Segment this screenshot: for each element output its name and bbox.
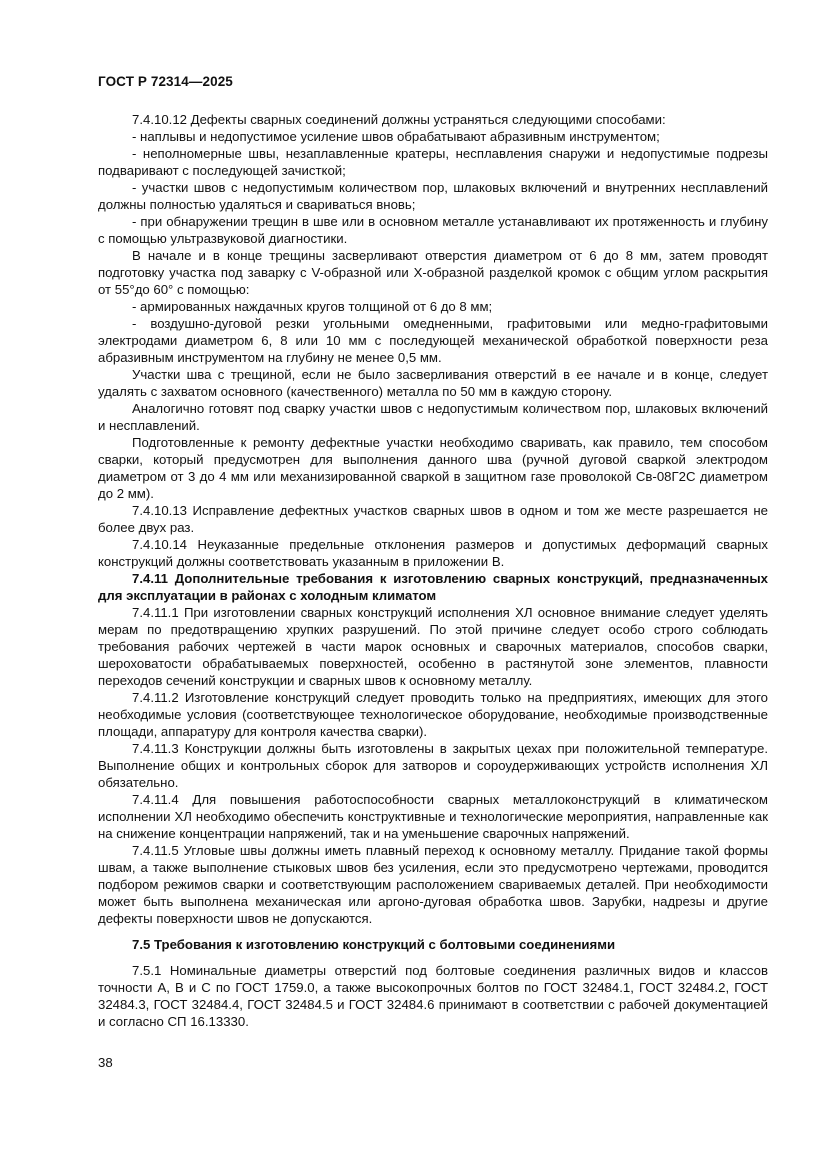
paragraph-7-5-1: 7.5.1 Номинальные диаметры отверстий под болтовые соединения различных видов и классов точности А, В и С по ГОСТ 1759.0, а также высокопрочных болтов по ГОСТ 32484.1, ГОСТ 32484.2, ГОСТ 32484.3, ГОСТ 32484.4, ГОСТ 32484.5 и ГОСТ 32484.6 принимают в соответствии с рабочей документацией и согласно СП 16.13330.: [98, 963, 768, 1029]
paragraph-7-4-10-13: 7.4.10.13 Исправление дефектных участков сварных швов в одном и том же месте разрешается не более двух раз.: [98, 503, 768, 535]
list-item: - воздушно-дуговой резки угольными омедненными, графитовыми или медно-графитовыми электродами диаметром 6, 8 или 10 мм с последующей механической обработкой поверхности реза абразивным инструментом на глубину не менее 0,5 мм.: [98, 316, 768, 365]
paragraph-7-4-10-14: 7.4.10.14 Неуказанные предельные отклонения размеров и допустимых деформаций сварных конструкций должны соответствовать указанным в приложении В.: [98, 537, 768, 569]
document-body: [98, 111, 768, 1030]
paragraph: Подготовленные к ремонту дефектные участки необходимо сваривать, как правило, тем способом сварки, который предусмотрен для выполнения данного шва (ручной дуговой сваркой электродом диаметром от 3 до 4 мм или механизированной сваркой в защитном газе проволокой Св-08Г2С диаметром до 2 мм).: [98, 435, 768, 501]
page-number: 38: [98, 1055, 113, 1070]
paragraph-7-4-11-2: 7.4.11.2 Изготовление конструкций следует проводить только на предприятиях, имеющих для этого необходимые условия (соответствующее технологическое оборудование, необходимые производственные площади, аппаратуру для контроля качества сварки).: [98, 690, 768, 739]
section-heading-7-4-11: 7.4.11 Дополнительные требования к изготовлению сварных конструкций, предназначенных для эксплуатации в районах с холодным климатом: [98, 571, 768, 603]
list-item: - неполномерные швы, незаплавленные кратеры, несплавления снаружи и недопустимые подрезы подваривают с последующей зачисткой;: [98, 146, 768, 178]
section-heading-7-5: 7.5 Требования к изготовлению конструкций с болтовыми соединениями: [132, 937, 616, 952]
list-item: - наплывы и недопустимое усиление швов обрабатывают абразивным инструментом;: [132, 129, 660, 144]
document-header: ГОСТ Р 72314—2025: [98, 74, 233, 89]
paragraph-7-4-11-3: 7.4.11.3 Конструкции должны быть изготовлены в закрытых цехах при положительной температуре. Выполнение общих и контрольных сборок для затворов и сороудерживающих устройств исполнения ХЛ обязательно.: [98, 741, 768, 790]
paragraph-7-4-11-4: 7.4.11.4 Для повышения работоспособности сварных металлоконструкций в климатическом исполнении ХЛ необходимо обеспечить конструктивные и технологические мероприятия, направленные как на снижение концентрации напряжений, так и на уменьшение сварочных напряжений.: [98, 792, 768, 841]
paragraph: В начале и в конце трещины засверливают отверстия диаметром от 6 до 8 мм, затем проводят подготовку участка под заварку с V-образной или Х-образной разделкой кромок с общим углом раскрытия от 55°до 60° с помощью:: [98, 248, 768, 297]
paragraph: Аналогично готовят под сварку участки швов с недопустимым количеством пор, шлаковых включений и несплавлений.: [98, 401, 768, 433]
paragraph-7-4-11-1: 7.4.11.1 При изготовлении сварных конструкций исполнения ХЛ основное внимание следует уделять мерам по предотвращению хрупких разрушений. По этой причине следует особо строго соблюдать требования рабочих чертежей в части марок основных и сварочных материалов, способов сварки, шероховатости обрабатываемых поверхностей, особенно в растянутой зоне элементов, плавности переходов сечений конструкции и сварных швов к основному металлу.: [98, 605, 768, 688]
paragraph-7-4-11-5: 7.4.11.5 Угловые швы должны иметь плавный переход к основному металлу. Придание такой формы швам, а также выполнение стыковых швов без усиления, если это предусмотрено чертежами, проводится подбором режимов сварки и соответствующим расположением свариваемых деталей. При необходимости может быть выполнена механическая или аргоно-дуговая обработка швов. Зарубки, надрезы и другие дефекты поверхности швов не допускаются.: [98, 843, 768, 926]
list-item: - при обнаружении трещин в шве или в основном металле устанавливают их протяженность и глубину с помощью ультразвуковой диагностики.: [98, 214, 768, 246]
list-item: - участки швов с недопустимым количеством пор, шлаковых включений и внутренних несплавлений должны полностью удаляться и свариваться вновь;: [98, 180, 768, 212]
paragraph-7-4-10-12: 7.4.10.12 Дефекты сварных соединений должны устраняться следующими способами:: [132, 112, 666, 127]
list-item: - армированных наждачных кругов толщиной от 6 до 8 мм;: [132, 299, 493, 314]
paragraph: Участки шва с трещиной, если не было засверливания отверстий в ее начале и в конце, следует удалять с захватом основного (качественного) металла по 50 мм в каждую сторону.: [98, 367, 768, 399]
